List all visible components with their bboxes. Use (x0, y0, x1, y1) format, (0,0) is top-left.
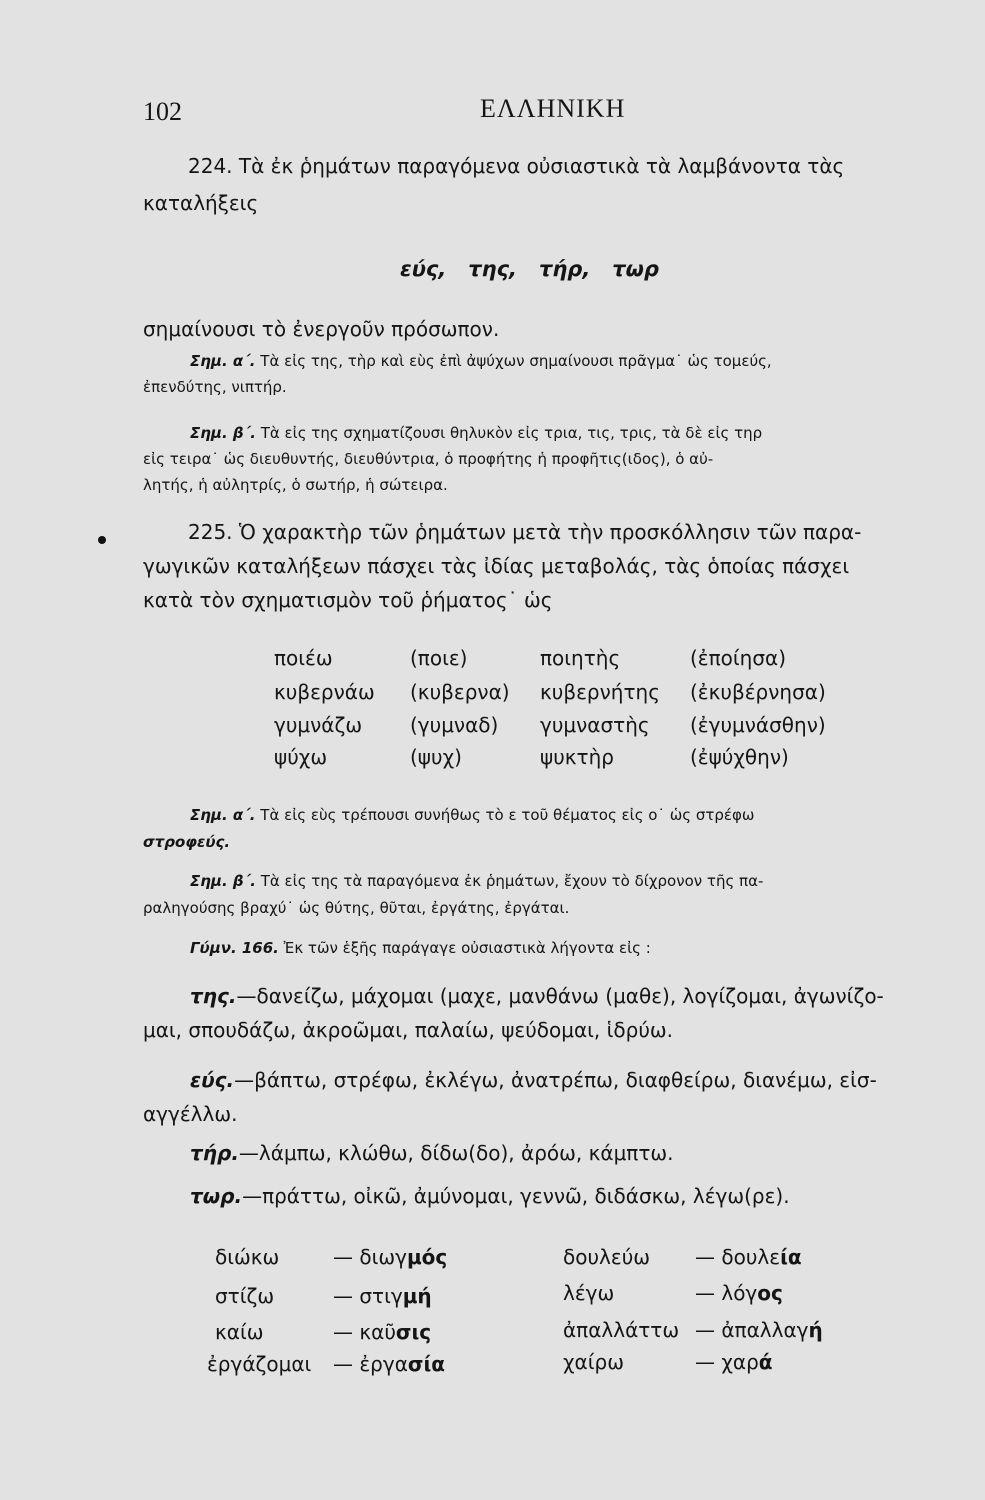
running-title: ΕΛΛΗΝΙΚΗ (480, 94, 626, 123)
exercise-tor-line (190, 1180, 790, 1212)
ending-label: τωρ. (190, 1184, 243, 1208)
endings-list: εύς, της, τήρ, τωρ (400, 257, 659, 281)
table-cell: κυβερνάω (274, 680, 375, 704)
note-label: Σημ. α΄. (190, 352, 256, 370)
exercise-tis-line2: μαι, σπουδάζω, ἀκροῶμαι, παλαίω, ψεύδομαι, ἱδρύω. (143, 1018, 674, 1042)
table-cell: (γυμναδ) (410, 713, 499, 737)
note-224b-line3: λητής, ἡ αὐλητρίς, ὁ σωτήρ, ἡ σώτειρα. (143, 476, 448, 494)
note-label: Σημ. α΄. (190, 806, 256, 824)
table-cell: γυμναστὴς (540, 713, 650, 737)
section-text: Τὰ ἐκ ῥημάτων παραγόμενα οὐσιαστικὰ τὰ λαμβάνοντα τὰς (238, 154, 845, 178)
section-224-line2: καταλήξεις (143, 191, 259, 215)
note-text: Τὰ εἰς της τὰ παραγόμενα ἐκ ῥημάτων, ἔχουν τὸ δίχρονον τῆς πα- (260, 872, 764, 890)
ending-words: —δανείζω, μάχομαι (μαχε, μανθάνω (μαθε), λογίζομαι, ἀγωνίζο- (236, 984, 884, 1008)
exercise-eus-line1 (190, 1064, 877, 1096)
section-225-line3: κατὰ τὸν σχηματισμὸν τοῦ ῥήματος˙ ὡς (143, 588, 553, 612)
section-225-line2: γωγικῶν καταλήξεων πάσχει τὰς ἰδίας μεταβολάς, τὰς ὁποίας πάσχει (143, 554, 850, 578)
derivation-noun: — ἀπαλλαγή (695, 1318, 823, 1342)
derivation-verb: δουλεύω (563, 1245, 651, 1269)
note-label: Σημ. β΄. (190, 872, 256, 890)
table-cell: (ποιε) (410, 646, 468, 670)
derivation-verb: διώκω (215, 1245, 280, 1269)
exercise-tir-line (190, 1137, 673, 1169)
derivation-verb: καίω (215, 1320, 264, 1344)
table-cell: (ἐποίησα) (690, 646, 786, 670)
exercise-tis-line1 (190, 980, 884, 1012)
table-cell: ψύχω (274, 745, 328, 769)
section-number: 224. (188, 154, 233, 178)
section-225-line1 (188, 516, 861, 548)
derivation-noun: — δουλεία (695, 1245, 802, 1269)
note-text: Τὰ εἰς της, τὴρ καὶ εὺς ἐπὶ ἀψύχων σημαίνουσι πρᾶγμα˙ ὡς τομεύς, (260, 352, 772, 370)
note-225b-line1 (190, 868, 763, 894)
bullet-mark (98, 536, 106, 544)
table-cell: (κυβερνα) (410, 680, 510, 704)
note-text: Τὰ εἰς της σχηματίζουσι θηλυκὸν εἰς τρια, τις, τρις, τὰ δὲ εἰς τηρ (260, 424, 763, 442)
ending-label: εύς. (190, 1068, 235, 1092)
ending-words: —πράττω, οἰκῶ, ἀμύνομαι, γεννῶ, διδάσκω, λέγω(ρε). (242, 1184, 790, 1208)
section-224-meaning: σημαίνουσι τὸ ἐνεργοῦν πρόσωπον. (143, 317, 500, 341)
table-cell: ψυκτὴρ (540, 745, 614, 769)
note-224b-line2: εἰς τειρα˙ ὡς διευθυντής, διευθύντρια, ὁ προφήτης ἡ προφῆτις(ιδος), ὁ αὐ- (143, 450, 714, 468)
derivation-noun: — καῦσις (333, 1320, 432, 1344)
derivation-noun: — ἐργασία (333, 1352, 445, 1376)
note-label: Σημ. β΄. (190, 424, 256, 442)
note-224a-line2: ἐπενδύτης, νιπτήρ. (143, 378, 287, 396)
exercise-intro: Ἐκ τῶν ἑξῆς παράγαγε οὐσιαστικὰ λήγοντα εἰς : (283, 939, 651, 957)
derivation-noun: — λόγος (695, 1281, 783, 1305)
table-cell: ποιέω (274, 646, 333, 670)
page-number: 102 (143, 97, 182, 126)
table-cell: (ἐκυβέρνησα) (690, 680, 826, 704)
note-text: Τὰ εἰς εὺς τρέπουσι συνήθως τὸ ε τοῦ θέματος εἰς ο˙ ὡς στρέφω (260, 806, 755, 824)
exercise-heading (190, 935, 651, 961)
exercise-label: Γύμν. 166. (190, 939, 279, 957)
ending-words: —λάμπω, κλώθω, δίδω(δο), ἀρόω, κάμπτω. (238, 1141, 674, 1165)
table-cell: (ἐψύχθην) (690, 745, 789, 769)
note-224b-line1 (190, 420, 762, 446)
table-cell: γυμνάζω (274, 713, 363, 737)
table-cell: (ψυχ) (410, 745, 462, 769)
derivation-verb: ἐργάζομαι (207, 1352, 312, 1376)
table-cell: (ἐγυμνάσθην) (690, 713, 826, 737)
note-225b-line2: ραληγούσης βραχύ˙ ὡς θύτης, θῦται, ἐργάτης, ἐργάται. (143, 899, 570, 917)
derivation-verb: λέγω (563, 1281, 615, 1305)
derivation-verb: χαίρω (563, 1350, 624, 1374)
section-224-line1 (188, 150, 844, 182)
note-225a-line1 (190, 802, 754, 828)
derivation-verb: στίζω (215, 1284, 275, 1308)
section-text: Ὁ χαρακτὴρ τῶν ῥημάτων μετὰ τὴν προσκόλλησιν τῶν παρα- (238, 520, 862, 544)
ending-words: —βάπτω, στρέφω, ἐκλέγω, ἀνατρέπω, διαφθείρω, διανέμω, εἰσ- (234, 1068, 877, 1092)
derivation-noun: — διωγμός (333, 1245, 448, 1269)
ending-label: τήρ. (190, 1141, 239, 1165)
derivation-noun: — χαρά (695, 1350, 773, 1374)
section-number: 225. (188, 520, 233, 544)
note-224a-line1 (190, 348, 772, 374)
table-cell: ποιητὴς (540, 646, 621, 670)
exercise-eus-line2: αγγέλλω. (143, 1102, 238, 1126)
note-225a-line2: στροφεύς. (143, 833, 231, 851)
derivation-verb: ἀπαλλάττω (563, 1318, 680, 1342)
derivation-noun: — στιγμή (333, 1284, 432, 1308)
table-cell: κυβερνήτης (540, 680, 660, 704)
ending-label: της. (190, 984, 237, 1008)
